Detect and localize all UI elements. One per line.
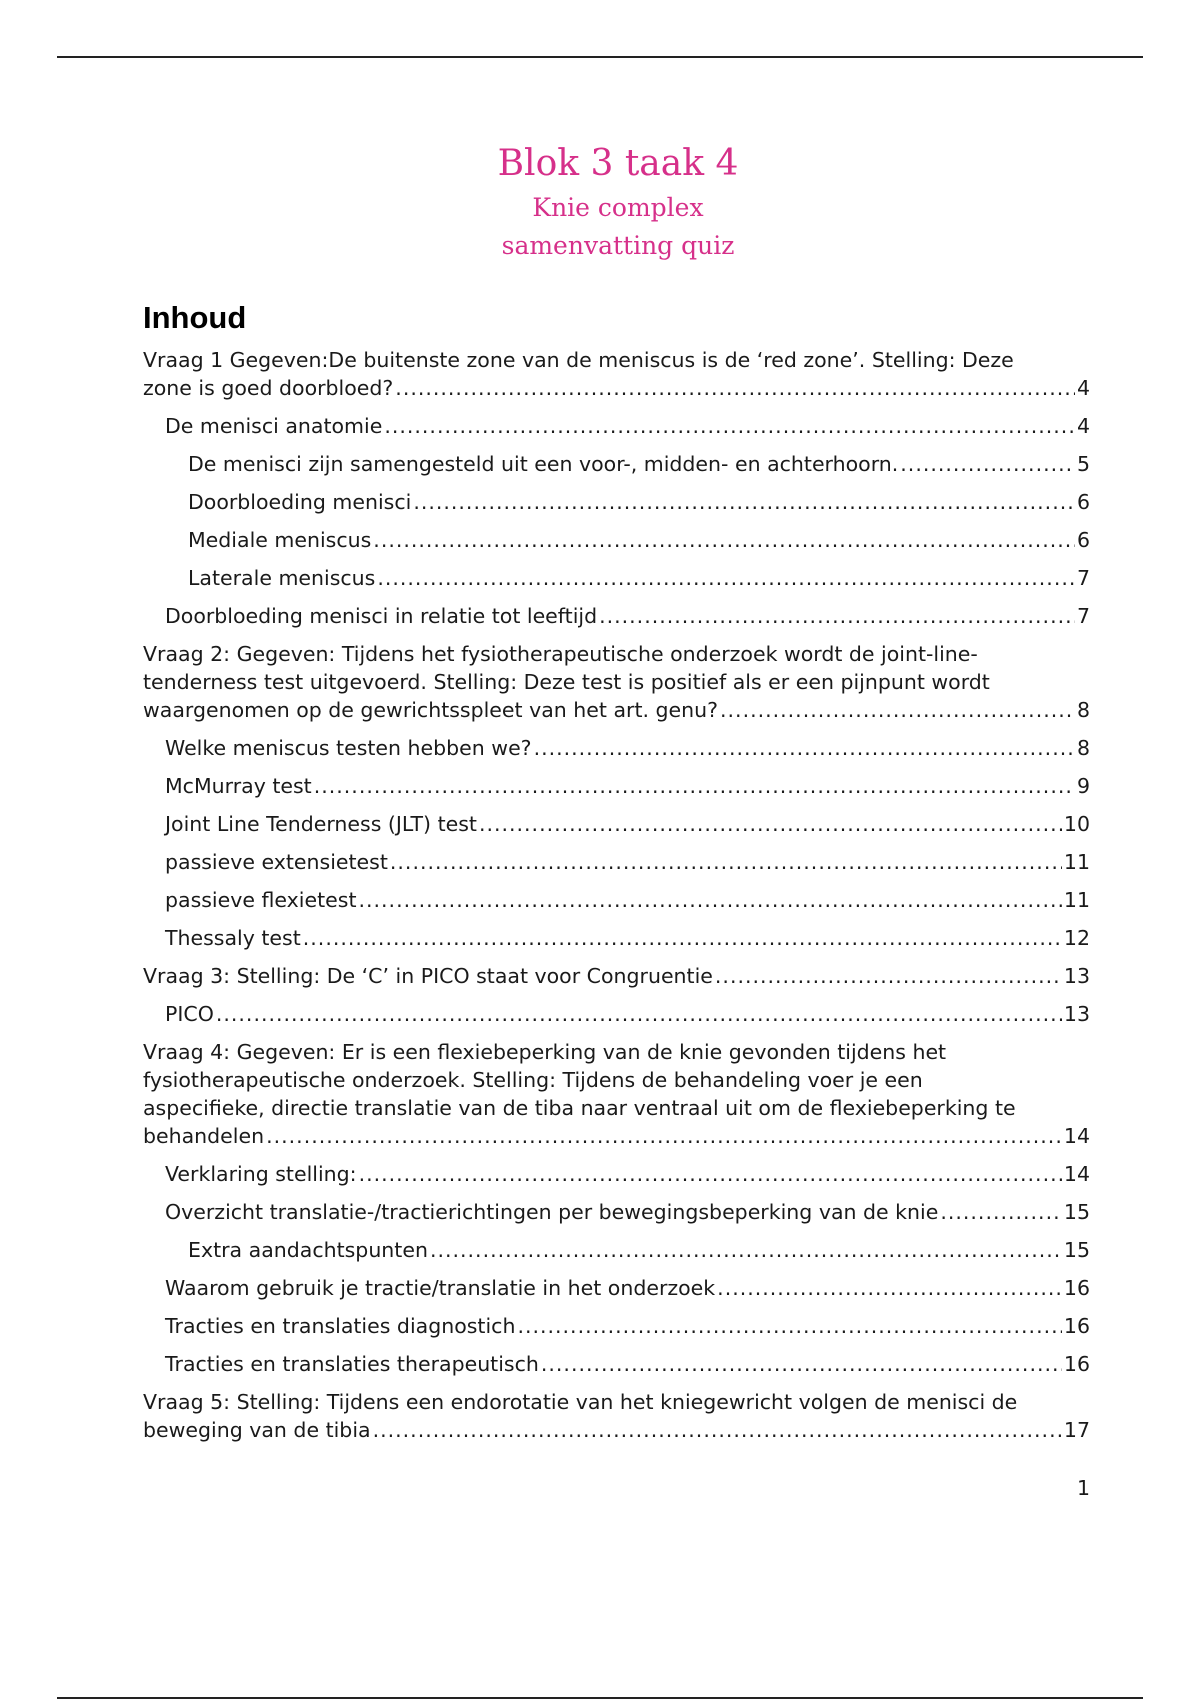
toc-entry[interactable] bbox=[143, 886, 1090, 914]
toc-entry-label: McMurray test bbox=[165, 774, 312, 798]
toc-entry-page-number: 8 bbox=[1076, 736, 1090, 760]
toc-entry-label: beweging van de tibia bbox=[143, 1418, 371, 1442]
toc-entry-page-number: 11 bbox=[1063, 888, 1090, 912]
toc-entry[interactable] bbox=[143, 1000, 1090, 1028]
toc-entry-leader-line bbox=[188, 564, 1090, 592]
toc-entry-text-line: Vraag 5: Stelling: Tijdens een endorotatie van het kniegewricht volgen de menisci de bbox=[143, 1390, 1018, 1414]
toc-entry-text-line: fysiotherapeutische onderzoek. Stelling: Tijdens de behandeling voer je een bbox=[143, 1068, 923, 1092]
toc-dot-leader bbox=[720, 696, 1075, 724]
toc-dot-leader bbox=[390, 848, 1062, 876]
toc-entry-leader-line bbox=[165, 1198, 1090, 1226]
toc-entry-text-line: tenderness test uitgevoerd. Stelling: Deze test is positief als er een pijnpunt wordt bbox=[143, 670, 990, 694]
toc-entry-label: Tracties en translaties diagnostich bbox=[165, 1314, 516, 1338]
toc-entry-leader-line bbox=[165, 772, 1090, 800]
toc-dot-leader bbox=[517, 1312, 1061, 1340]
toc-entry-leader-line bbox=[143, 696, 1090, 724]
document-subtitle-line1: Knie complex bbox=[532, 193, 704, 222]
toc-entry[interactable] bbox=[143, 1312, 1090, 1340]
toc-entry-text-line: aspecifieke, directie translatie van de tiba naar ventraal uit om de flexiebeperking te bbox=[143, 1096, 1016, 1120]
toc-entry-text-line: Vraag 1 Gegeven:De buitenste zone van de meniscus is de ‘red zone’. Stelling: Deze bbox=[143, 348, 1014, 372]
toc-entry-leader-line bbox=[165, 1000, 1090, 1028]
toc-dot-leader bbox=[717, 1274, 1062, 1302]
toc-entry-label: waargenomen op de gewrichtsspleet van het art. genu? bbox=[143, 698, 719, 722]
footer-rule bbox=[57, 1697, 1143, 1699]
toc-entry-label: PICO bbox=[165, 1002, 214, 1026]
toc-entry[interactable] bbox=[143, 962, 1090, 990]
toc-entry[interactable] bbox=[143, 488, 1090, 516]
toc-entry[interactable] bbox=[143, 526, 1090, 554]
toc-dot-leader bbox=[314, 772, 1075, 800]
toc-entry-label: Extra aandachtspunten bbox=[188, 1238, 428, 1262]
toc-entry[interactable] bbox=[143, 1236, 1090, 1264]
toc-entry-label: passieve flexietest bbox=[165, 888, 357, 912]
toc-entry-page-number: 7 bbox=[1076, 566, 1090, 590]
toc-entry[interactable] bbox=[143, 924, 1090, 952]
toc-dot-leader bbox=[377, 564, 1075, 592]
toc-dot-leader bbox=[715, 962, 1062, 990]
toc-entry-label: De menisci anatomie bbox=[165, 414, 383, 438]
toc-entry[interactable] bbox=[143, 602, 1090, 630]
toc-entry[interactable] bbox=[143, 848, 1090, 876]
header-rule bbox=[57, 56, 1143, 58]
toc-entry-label: Doorbloeding menisci bbox=[188, 490, 412, 514]
toc-entry[interactable] bbox=[143, 734, 1090, 762]
toc-dot-leader bbox=[479, 810, 1062, 838]
toc-entry-leader-line bbox=[143, 1416, 1090, 1444]
toc-dot-leader bbox=[599, 602, 1075, 630]
toc-entry-leader-line bbox=[165, 1160, 1090, 1188]
toc-entry-page-number: 15 bbox=[1063, 1238, 1090, 1262]
toc-entry-leader-line bbox=[165, 886, 1090, 914]
table-of-contents bbox=[143, 298, 1090, 1454]
toc-dot-leader bbox=[395, 374, 1075, 402]
toc-entry[interactable] bbox=[143, 450, 1090, 478]
toc-entry[interactable] bbox=[143, 346, 1090, 402]
toc-entry-leader-line bbox=[165, 810, 1090, 838]
toc-dot-leader bbox=[303, 924, 1062, 952]
toc-entry-page-number: 14 bbox=[1063, 1124, 1090, 1148]
toc-entry-page-number: 13 bbox=[1063, 1002, 1090, 1026]
toc-dot-leader bbox=[940, 1198, 1062, 1226]
toc-entry-leader-line bbox=[165, 734, 1090, 762]
toc-list bbox=[143, 346, 1090, 1444]
toc-entry-leader-line bbox=[165, 1312, 1090, 1340]
toc-entry-leader-line bbox=[165, 1350, 1090, 1378]
toc-entry[interactable] bbox=[143, 412, 1090, 440]
toc-entry-page-number: 4 bbox=[1076, 414, 1090, 438]
toc-entry[interactable] bbox=[143, 1350, 1090, 1378]
toc-entry-label: zone is goed doorbloed? bbox=[143, 376, 394, 400]
toc-entry-leader-line bbox=[165, 924, 1090, 952]
toc-dot-leader bbox=[216, 1000, 1062, 1028]
toc-entry[interactable] bbox=[143, 564, 1090, 592]
toc-entry-leader-line bbox=[143, 374, 1090, 402]
toc-entry-page-number: 10 bbox=[1063, 812, 1090, 836]
toc-entry-page-number: 9 bbox=[1076, 774, 1090, 798]
toc-entry-page-number: 7 bbox=[1076, 604, 1090, 628]
document-subtitle-line2: samenvatting quiz bbox=[501, 231, 735, 260]
toc-entry[interactable] bbox=[143, 1038, 1090, 1150]
toc-dot-leader bbox=[358, 886, 1061, 914]
toc-entry-page-number: 8 bbox=[1076, 698, 1090, 722]
toc-entry-leader-line bbox=[188, 526, 1090, 554]
toc-entry-label: Laterale meniscus bbox=[188, 566, 376, 590]
toc-entry-label: Joint Line Tenderness (JLT) test bbox=[165, 812, 477, 836]
toc-dot-leader bbox=[384, 412, 1075, 440]
toc-entry-leader-line bbox=[165, 412, 1090, 440]
toc-entry-leader-line bbox=[165, 848, 1090, 876]
toc-dot-leader bbox=[413, 488, 1075, 516]
toc-entry[interactable] bbox=[143, 1274, 1090, 1302]
toc-entry-page-number: 16 bbox=[1063, 1352, 1090, 1376]
toc-dot-leader bbox=[430, 1236, 1062, 1264]
document-title: Blok 3 taak 4 bbox=[497, 143, 739, 184]
toc-entry-text-line: Vraag 4: Gegeven: Er is een flexiebeperking van de knie gevonden tijdens het bbox=[143, 1040, 947, 1064]
toc-dot-leader bbox=[534, 734, 1075, 762]
toc-entry-page-number: 17 bbox=[1063, 1418, 1090, 1442]
toc-entry-text-line: Vraag 2: Gegeven: Tijdens het fysiotherapeutische onderzoek wordt de joint-line- bbox=[143, 642, 978, 666]
toc-entry-page-number: 14 bbox=[1063, 1162, 1090, 1186]
toc-entry[interactable] bbox=[143, 772, 1090, 800]
title-block bbox=[0, 140, 1200, 264]
toc-entry-label: Vraag 3: Stelling: De ‘C’ in PICO staat voor Congruentie bbox=[143, 964, 713, 988]
toc-entry-leader-line bbox=[188, 450, 1090, 478]
toc-entry-label: Overzicht translatie-/tractierichtingen per bewegingsbeperking van de knie bbox=[165, 1200, 939, 1224]
toc-entry-label: Verklaring stelling: bbox=[165, 1162, 357, 1186]
toc-entry-page-number: 5 bbox=[1076, 452, 1090, 476]
toc-entry-label: Waarom gebruik je tractie/translatie in het onderzoek bbox=[165, 1276, 716, 1300]
toc-entry-leader-line bbox=[165, 1274, 1090, 1302]
toc-entry[interactable] bbox=[143, 640, 1090, 724]
toc-dot-leader bbox=[373, 526, 1075, 554]
toc-entry[interactable] bbox=[143, 1198, 1090, 1226]
toc-entry-page-number: 16 bbox=[1063, 1276, 1090, 1300]
toc-entry[interactable] bbox=[143, 1388, 1090, 1444]
toc-entry-leader-line bbox=[143, 962, 1090, 990]
toc-entry-page-number: 12 bbox=[1063, 926, 1090, 950]
toc-entry-label: Welke meniscus testen hebben we? bbox=[165, 736, 532, 760]
toc-entry-label: Tracties en translaties therapeutisch bbox=[165, 1352, 539, 1376]
toc-entry-label: De menisci zijn samengesteld uit een voor-, midden- en achterhoorn. bbox=[188, 452, 899, 476]
toc-entry-page-number: 15 bbox=[1063, 1200, 1090, 1224]
toc-entry-leader-line bbox=[188, 488, 1090, 516]
toc-entry-leader-line bbox=[143, 1122, 1090, 1150]
page-number: 1 bbox=[1076, 1476, 1090, 1500]
toc-entry-page-number: 6 bbox=[1076, 528, 1090, 552]
toc-entry-page-number: 13 bbox=[1063, 964, 1090, 988]
toc-entry-label: Doorbloeding menisci in relatie tot leeftijd bbox=[165, 604, 598, 628]
toc-entry-page-number: 16 bbox=[1063, 1314, 1090, 1338]
toc-dot-leader bbox=[541, 1350, 1062, 1378]
toc-dot-leader bbox=[359, 1160, 1062, 1188]
toc-entry-label: Mediale meniscus bbox=[188, 528, 372, 552]
toc-entry-leader-line bbox=[165, 602, 1090, 630]
toc-entry-leader-line bbox=[188, 1236, 1090, 1264]
toc-entry-label: passieve extensietest bbox=[165, 850, 388, 874]
toc-dot-leader bbox=[900, 450, 1075, 478]
toc-entry-label: Thessaly test bbox=[165, 926, 301, 950]
toc-entry-page-number: 11 bbox=[1063, 850, 1090, 874]
toc-entry[interactable] bbox=[143, 1160, 1090, 1188]
toc-entry-page-number: 6 bbox=[1076, 490, 1090, 514]
toc-entry-page-number: 4 bbox=[1076, 376, 1090, 400]
toc-entry-label: behandelen bbox=[143, 1124, 265, 1148]
toc-dot-leader bbox=[266, 1122, 1062, 1150]
toc-heading: Inhoud bbox=[143, 300, 247, 335]
toc-entry[interactable] bbox=[143, 810, 1090, 838]
toc-dot-leader bbox=[373, 1416, 1062, 1444]
